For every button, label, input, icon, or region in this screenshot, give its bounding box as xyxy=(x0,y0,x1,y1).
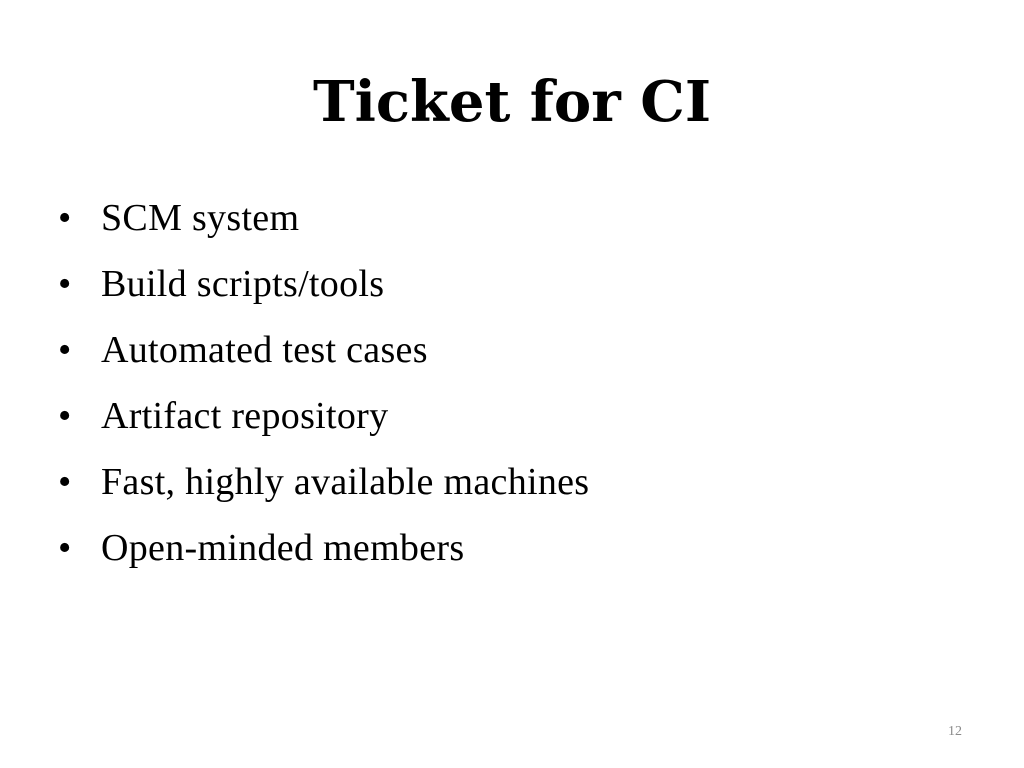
bullet-text: Open-minded members xyxy=(101,527,465,569)
bullet-text: Artifact repository xyxy=(101,395,389,437)
bullet-text: Automated test cases xyxy=(101,329,428,371)
bullet-item xyxy=(58,390,589,456)
bullet-item xyxy=(58,258,589,324)
bullet-item xyxy=(58,324,589,390)
bullet-icon: • xyxy=(58,329,72,371)
bullet-text: Fast, highly available machines xyxy=(101,461,590,503)
bullet-icon: • xyxy=(58,263,72,305)
bullet-item xyxy=(58,522,589,588)
page-number: 12 xyxy=(948,724,962,739)
bullet-list xyxy=(58,192,589,588)
bullet-item xyxy=(58,192,589,258)
bullet-item xyxy=(58,456,589,522)
slide-title: Ticket for CI xyxy=(312,69,712,135)
bullet-icon: • xyxy=(58,527,72,569)
bullet-icon: • xyxy=(58,395,72,437)
bullet-icon: • xyxy=(58,461,72,503)
bullet-text: SCM system xyxy=(101,197,300,239)
bullet-icon: • xyxy=(58,197,72,239)
bullet-text: Build scripts/tools xyxy=(101,263,385,305)
